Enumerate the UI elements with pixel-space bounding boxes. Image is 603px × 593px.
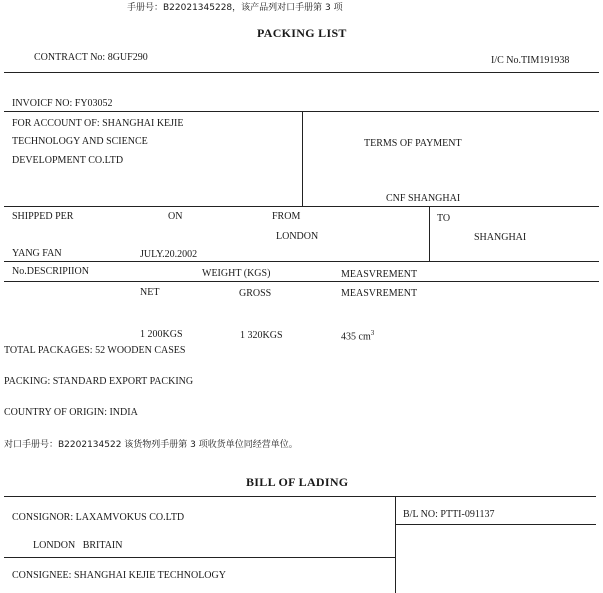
total-packages: TOTAL PACKAGES: 52 WOODEN CASES xyxy=(4,345,186,356)
invoice-number: INVOICF NO: FY03052 xyxy=(12,98,113,109)
consignor: CONSIGNOR: LAXAMVOKUS CO.LTD xyxy=(12,512,185,523)
gross-label: GROSS xyxy=(239,288,272,299)
shipment-divider xyxy=(4,206,599,207)
for-account-line-3: DEVELOPMENT CO.LTD xyxy=(12,155,124,166)
consignor-address: LONDON BRITAIN xyxy=(33,540,123,551)
on-label: ON xyxy=(168,211,183,222)
from-value: LONDON xyxy=(276,231,319,242)
account-terms-divider xyxy=(302,111,303,206)
cnf-shanghai: CNF SHANGHAI xyxy=(386,193,461,204)
vessel-name: YANG FAN xyxy=(12,248,62,259)
consignee: CONSIGNEE: SHANGHAI KEJIE TECHNOLOGY xyxy=(12,570,226,581)
to-value: SHANGHAI xyxy=(474,232,527,243)
to-divider xyxy=(429,206,430,261)
lc-number: I/C No.TIM191938 xyxy=(491,55,570,66)
header-divider xyxy=(4,72,599,73)
description-header: No.DESCRIPIION xyxy=(12,266,89,277)
shipped-per-label: SHIPPED PER xyxy=(12,211,74,222)
country-of-origin: COUNTRY OF ORIGIN: INDIA xyxy=(4,407,138,418)
measurement-number: 435 cm xyxy=(341,331,371,343)
packing-type: PACKING: STANDARD EXPORT PACKING xyxy=(4,376,194,387)
for-account-line-2: TECHNOLOGY AND SCIENCE xyxy=(12,136,148,147)
measurement-header: MEASVREMENT xyxy=(341,269,418,280)
bl-top-divider xyxy=(4,496,596,497)
weight-header: WEIGHT (KGS) xyxy=(202,268,271,279)
bl-vertical-divider xyxy=(395,496,396,593)
measurement-subheader: MEASVREMENT xyxy=(341,288,418,299)
packing-list-title: PACKING LIST xyxy=(257,26,347,40)
net-weight-value: 1 200KGS xyxy=(140,329,183,340)
bl-number: B/L NO: PTTI-091137 xyxy=(403,509,495,520)
measurement-unit-exponent: 3 xyxy=(370,329,375,337)
terms-of-payment: TERMS OF PAYMENT xyxy=(364,138,462,149)
counterpart-manual-note: 对口手册号：B2202134522 该货物列手册第 3 项收货单位同经营单位。 xyxy=(4,440,298,450)
to-label: TO xyxy=(437,213,451,224)
manual-number-note: 手册号：B22021345228，该产品列对口手册第 3 项 xyxy=(127,3,343,13)
contract-number: CONTRACT No: 8GUF290 xyxy=(34,52,148,63)
bill-of-lading-title: BILL OF LADING xyxy=(246,475,349,489)
net-label: NET xyxy=(140,287,160,298)
measurement-value xyxy=(341,329,374,342)
from-label: FROM xyxy=(272,211,301,222)
column-header-divider xyxy=(4,281,599,282)
for-account-line-1: FOR ACCOUNT OF: SHANGHAI KEJIE xyxy=(12,118,184,129)
consignor-divider xyxy=(4,557,395,558)
bl-number-divider xyxy=(395,524,596,525)
shipment-bottom-divider xyxy=(4,261,599,262)
shipment-date: JULY.20.2002 xyxy=(140,249,198,260)
gross-weight-value: 1 320KGS xyxy=(240,330,283,341)
